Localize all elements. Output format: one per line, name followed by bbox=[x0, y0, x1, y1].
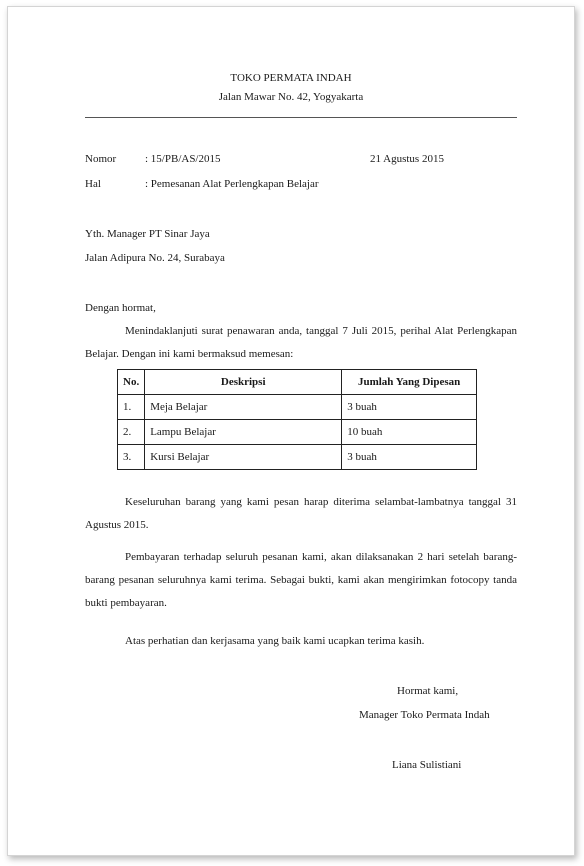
order-table bbox=[117, 369, 477, 470]
paragraph-payment-text: Pembayaran terhadap seluruh pesanan kami, akan dilaksanakan 2 hari setelah barang-barang pesanan seluruhnya kami terima. Sebagai bukti, kami akan mengirimkan fotocopy tanda bukti pembayaran. bbox=[85, 551, 517, 609]
company-address: Jalan Mawar No. 42, Yogyakarta bbox=[218, 91, 364, 103]
recipient-address: Jalan Adipura No. 24, Surabaya bbox=[85, 252, 225, 264]
table-cell: Kursi Belajar bbox=[145, 445, 342, 470]
company-name: TOKO PERMATA INDAH bbox=[230, 72, 352, 84]
table-header-row bbox=[118, 370, 477, 395]
table-row bbox=[118, 445, 477, 470]
letter-page bbox=[7, 6, 575, 856]
greeting: Dengan hormat, bbox=[85, 302, 156, 314]
table-header: Deskripsi bbox=[145, 370, 342, 395]
paragraph-payment bbox=[85, 546, 517, 615]
table-header: Jumlah Yang Dipesan bbox=[342, 370, 477, 395]
hal-label: Hal bbox=[85, 178, 101, 190]
table-cell: 3. bbox=[118, 445, 145, 470]
paragraph-delivery bbox=[85, 491, 517, 537]
table-cell: 10 buah bbox=[342, 420, 477, 445]
table-cell: Lampu Belajar bbox=[145, 420, 342, 445]
paragraph-delivery-text: Keseluruhan barang yang kami pesan harap diterima selambat-lambatnya tanggal 31 Agustus 2015. bbox=[85, 496, 517, 531]
hal-value: : Pemesanan Alat Perlengkapan Belajar bbox=[145, 178, 319, 190]
table-cell: 3 buah bbox=[342, 395, 477, 420]
table-header: No. bbox=[118, 370, 145, 395]
signer-name: Liana Sulistiani bbox=[392, 759, 462, 771]
nomor-value: : 15/PB/AS/2015 bbox=[145, 153, 221, 165]
nomor-label: Nomor bbox=[85, 153, 117, 165]
header-divider bbox=[85, 117, 517, 118]
paragraph-intro-text: Menindaklanjuti surat penawaran anda, tanggal 7 Juli 2015, perihal Alat Perlengkapan Belajar. Dengan ini kami bermaksud memesan: bbox=[85, 325, 517, 360]
table-row bbox=[118, 420, 477, 445]
table-cell: Meja Belajar bbox=[145, 395, 342, 420]
table-cell: 2. bbox=[118, 420, 145, 445]
closing-salutation: Hormat kami, bbox=[397, 685, 459, 697]
table-cell: 3 buah bbox=[342, 445, 477, 470]
paragraph-thanks-text: Atas perhatian dan kerjasama yang baik kami ucapkan terima kasih. bbox=[125, 635, 425, 647]
paragraph-thanks bbox=[85, 630, 517, 653]
table-row bbox=[118, 395, 477, 420]
letter-date: 21 Agustus 2015 bbox=[370, 153, 444, 165]
paragraph-intro bbox=[85, 320, 517, 366]
table-cell: 1. bbox=[118, 395, 145, 420]
closing-position: Manager Toko Permata Indah bbox=[359, 709, 490, 721]
recipient-name: Yth. Manager PT Sinar Jaya bbox=[85, 228, 210, 240]
